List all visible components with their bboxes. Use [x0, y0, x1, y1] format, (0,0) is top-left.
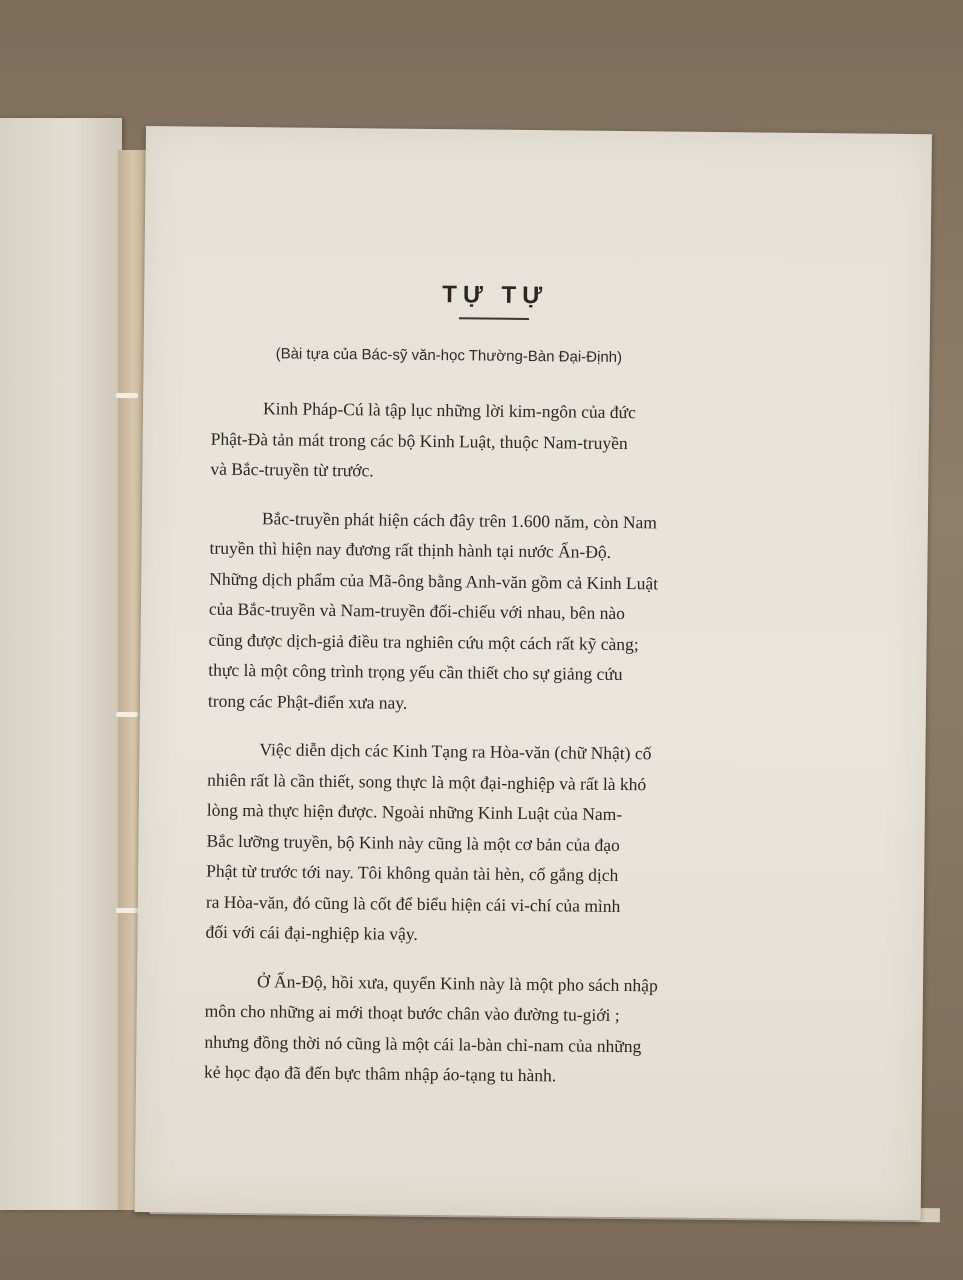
- text-line: và Bắc-truyền từ trước.: [210, 458, 374, 481]
- text-line: Bắc lưỡng truyền, bộ Kinh này cũng là một cơ bản của đạo: [206, 830, 620, 855]
- text-line: Ở Ấn-Độ, hồi xưa, quyển Kinh này là một pho sách nhập: [256, 970, 658, 995]
- paragraph: [204, 965, 845, 1094]
- left-page: [0, 118, 122, 1210]
- text-line: đối với cái đại-nghiệp kia vậy.: [205, 921, 418, 944]
- body-text: [204, 393, 851, 1112]
- title-underline: [459, 317, 529, 320]
- text-line: Những dịch phẩm của Mã-ông bằng Anh-văn gồm cả Kinh Luật: [209, 568, 659, 593]
- binding-stitch: [116, 712, 138, 717]
- text-line: nhiên rất là cần thiết, song thực là một đại-nghiệp và rất là khó: [207, 769, 647, 794]
- text-line: trong các Phật-điển xưa nay.: [207, 690, 408, 713]
- text-line: môn cho những ai mới thoạt bước chân vào đường tu-giới ;: [204, 1000, 620, 1026]
- text-line: Phật-Đà tản mát trong các bộ Kinh Luật, thuộc Nam-truyền: [210, 428, 628, 453]
- paragraph: [208, 502, 850, 722]
- text-line: Kinh Pháp-Cú là tập lục những lời kim-ngôn của đức: [262, 398, 636, 423]
- text-line: truyền thì hiện nay đương rất thịnh hành tại nước Ấn-Độ.: [209, 537, 612, 562]
- text-line: Bắc-truyền phát hiện cách đây trên 1.600 năm, còn Nam: [261, 507, 658, 532]
- text-line: cũng được dịch-giả điều tra nghiên cứu một cách rất kỹ càng;: [208, 629, 639, 654]
- page-title: TỰ TỰ: [442, 281, 549, 310]
- text-line: Phật từ trước tới nay. Tôi không quản tài hèn, cố gắng dịch: [206, 860, 619, 885]
- text-line: kẻ học đạo đã đến bực thâm nhập áo-tạng tu hành.: [203, 1061, 557, 1086]
- text-line: thực là một công trình trọng yếu cần thiết cho sự giảng cứu: [208, 659, 623, 685]
- text-line: lòng mà thực hiện được. Ngoài những Kinh Luật của Nam-: [206, 799, 623, 825]
- paragraph: [205, 734, 847, 954]
- page-subtitle: (Bài tựa của Bác-sỹ văn-học Thường-Bàn Đại-Định): [275, 345, 623, 366]
- text-line: ra Hòa-văn, đó cũng là cốt để biểu hiện cái vi-chí của mình: [205, 891, 621, 916]
- text-line: nhưng đồng thời nó cũng là một cái la-bàn chỉ-nam của những: [204, 1031, 642, 1056]
- text-line: Việc diễn dịch các Kinh Tạng ra Hòa-văn (chữ Nhật) cố: [259, 739, 652, 764]
- paragraph: [210, 393, 851, 491]
- right-page: [135, 126, 932, 1220]
- text-line: của Bắc-truyền và Nam-truyền đối-chiếu với nhau, bên nào: [208, 598, 626, 624]
- binding-stitch: [116, 908, 138, 913]
- binding-stitch: [116, 393, 138, 398]
